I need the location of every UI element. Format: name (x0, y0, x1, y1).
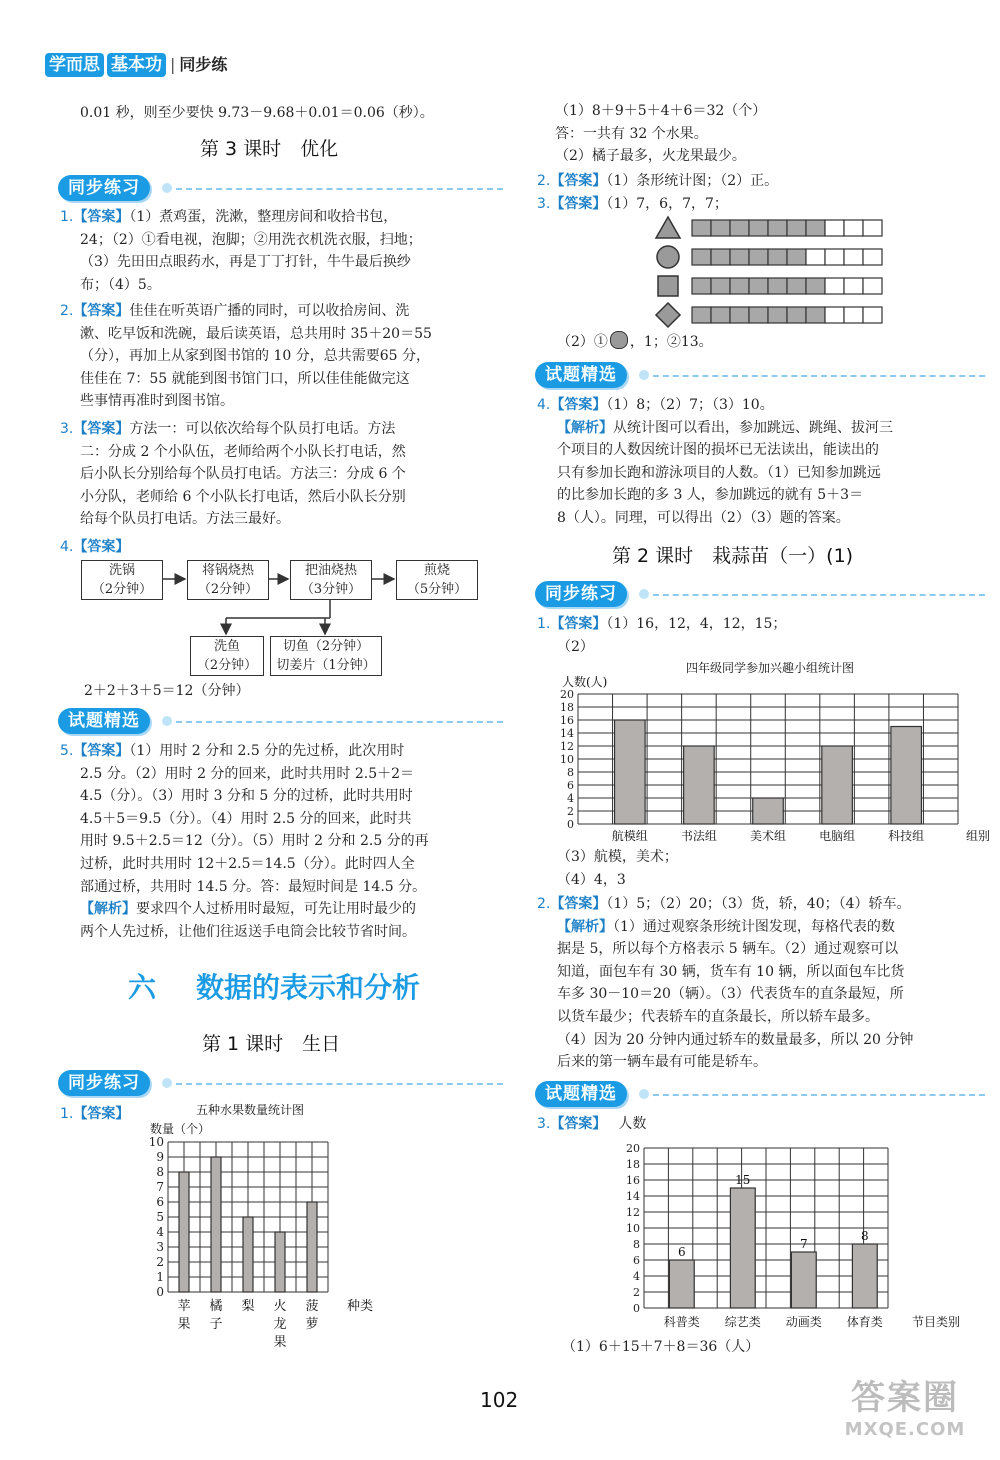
x-tick-label: 书法组 (680, 829, 717, 843)
interest-group-bar-chart (550, 658, 995, 844)
q5-line: 部通过桥，共用时 14.5 分。答：最短时间是 14.5 分。 (80, 878, 427, 895)
banner-select-1 (58, 708, 503, 734)
q5-num: 5. (60, 743, 74, 759)
y-tick-label: 8 (633, 1238, 640, 1251)
y-tick-label: 6 (633, 1254, 640, 1267)
grid-cell-filled (692, 307, 711, 323)
x-tick-label: 航模组 (611, 829, 648, 843)
grid-cell-empty (844, 249, 863, 265)
banner-dash (653, 375, 985, 377)
banner-select-3 (535, 1081, 985, 1107)
banner-select-2 (535, 362, 985, 388)
banner-dash (653, 1094, 985, 1096)
q6-tag: 【答案】 (73, 1106, 130, 1122)
s1-after-line: （3）航模，美术； (557, 849, 678, 865)
q5-line: 用时 9.5＋2.5＝12（分）。（5）用时 2 分和 2.5 分的再 (80, 833, 429, 850)
r4-line: 从统计图可以看出，参加跳远、跳绳、拔河三 (613, 419, 893, 436)
grid-cell-filled (749, 249, 768, 265)
grid-cell-filled (730, 220, 749, 236)
x-tick-label: 橘 (209, 1299, 223, 1314)
x-tick-label: 综艺类 (724, 1315, 761, 1329)
x-axis-label: 种类 (346, 1299, 374, 1314)
s2-line: （4）因为 20 分钟内通过轿车的数量最多，所以 20 分钟 (557, 1031, 914, 1048)
banner-label: 试题精选 (58, 708, 150, 734)
flow-box-cut: 切鱼（2分钟） 切姜片（1分钟） (270, 636, 382, 676)
grid-cell-filled (711, 307, 730, 323)
x-tick-label: 火 (273, 1299, 287, 1314)
s3-label (537, 1113, 646, 1136)
data-label: 7 (799, 1237, 808, 1251)
x-tick-label: 科技组 (888, 829, 925, 843)
y-tick-label: 8 (156, 1165, 164, 1179)
q5-analysis-line: 两个人先过桥，让他们往返送手电筒会比较节省时间。 (80, 923, 416, 940)
banner-label: 同步练习 (535, 581, 627, 607)
grid-cell-empty (825, 220, 844, 236)
banner-sync-2 (58, 1070, 503, 1096)
y-tick-label: 20 (560, 688, 574, 701)
grid-cell-empty (863, 249, 882, 265)
flow-arrows (0, 0, 500, 700)
s2-num: 2. (537, 896, 551, 912)
y-tick-label: 2 (156, 1255, 164, 1269)
s2-line: 知道，面包车有 30 辆，货车有 10 辆，所以面包车比货 (557, 963, 905, 980)
r4-analysis-tag: 【解析】 (557, 419, 613, 436)
r4-line: 的比参加长跑的多 3 人，参加跳远的就有 5＋3＝ (557, 487, 864, 504)
q5-line: （1）用时 2 分和 2.5 分的先过桥，此次用时 (129, 743, 405, 759)
logo-tongbulian: 同步练 (179, 55, 228, 74)
s1-after (557, 846, 678, 891)
banner-label: 同步练习 (58, 175, 150, 201)
x-tick-label: 美术组 (749, 829, 787, 843)
grid-cell-filled (692, 249, 711, 265)
flow-box-wash-pot: 洗锅 （2分钟） (81, 560, 163, 600)
lesson2-title: 第 2 课时 栽蒜苗（一）(1) (612, 545, 854, 567)
q1-line: 24；（2）①看电视，泡脚；②用洗衣机洗衣服，扫地； (80, 231, 422, 248)
q5-line: 4.5＋5＝9.5（分）。（4）用时 2.5 分的回来，此时共 (80, 810, 412, 827)
flow-total: 2＋2＋3＋5＝12（分钟） (84, 683, 250, 699)
triangle-icon (656, 217, 680, 238)
grid-cell-filled (711, 278, 730, 294)
bar (243, 1217, 253, 1292)
r3-tag: 【答案】 (550, 196, 607, 212)
lesson3-title: 第 3 课时 优化 (200, 138, 339, 160)
q5-line: 过桥，此时共用时 12＋2.5＝14.5（分）。此时四人全 (80, 855, 415, 872)
x-tick-label: 梨 (241, 1299, 255, 1314)
s2-text: （1）5；（2）20；（3）货，轿，40；（4）轿车。 (606, 896, 911, 912)
grid-cell-empty (844, 307, 863, 323)
x-tick-label: 果 (177, 1317, 191, 1332)
grid-cell-empty (863, 307, 882, 323)
grid-cell-filled (749, 307, 768, 323)
s1-num: 1. (537, 616, 551, 632)
r3-num: 3. (537, 196, 551, 212)
y-tick-label: 7 (156, 1180, 164, 1194)
q5-line: 4.5（分）。（3）用时 3 分和 5 分的过桥，此时共用时 (80, 788, 413, 805)
r2-tag: 【答案】 (550, 173, 607, 189)
x-tick-label: 果 (273, 1335, 287, 1350)
s2-analysis-tag: 【解析】 (557, 918, 613, 935)
banner-label: 试题精选 (535, 362, 627, 388)
data-label: 6 (677, 1245, 686, 1259)
s1-after-line: （4）4，3 (557, 871, 626, 888)
y-tick-label: 12 (626, 1206, 640, 1219)
s1-sub: （2） (557, 638, 594, 655)
y-tick-label: 0 (156, 1285, 164, 1299)
chart-title: 五种水果数量统计图 (195, 1103, 305, 1117)
s3-num: 3. (537, 1116, 551, 1132)
q2-line: （分），再加上从家到图书馆的 10 分，总共需要65 分， (80, 348, 430, 365)
logo-sep: | (170, 55, 176, 74)
r3-after-text2: ，1；②13。 (629, 334, 713, 350)
bar (822, 746, 853, 824)
bar (791, 1252, 816, 1308)
banner-dash (653, 594, 985, 596)
grid-cell-empty (806, 249, 825, 265)
q6-label (60, 1103, 129, 1126)
r4-tag: 【答案】 (550, 397, 607, 413)
grid-cell-empty (825, 249, 844, 265)
y-tick-label: 14 (560, 727, 574, 740)
s2-line: 车多 30－10＝20（辆）。（3）代表货车的直条最短，所 (557, 986, 904, 1003)
bar (753, 798, 784, 824)
s2-line: 后来的第一辆车最有可能是轿车。 (557, 1054, 767, 1071)
q3-line: 后小队长分别给每个队员打电话。方法三：分成 6 个 (80, 466, 406, 483)
s1-tag: 【答案】 (550, 616, 607, 632)
grid-cell-filled (730, 249, 749, 265)
bar (211, 1157, 221, 1292)
q5-analysis-tag: 【解析】 (80, 901, 136, 918)
q1-num: 1. (60, 209, 74, 225)
r3-text: （1）7，6，7，7； (606, 196, 728, 212)
grid-cell-filled (806, 278, 825, 294)
right-top-line: 答：一共有 32 个水果。 (555, 125, 708, 142)
grid-cell-empty (863, 220, 882, 236)
x-axis-label: 节目类别 (911, 1315, 961, 1329)
data-label: 15 (735, 1173, 751, 1187)
y-tick-label: 10 (560, 753, 574, 766)
circle-icon (657, 246, 679, 268)
r4-line: 个项目的人数因统计图的损坏已无法读出，能读出的 (557, 442, 879, 459)
r4-block (537, 394, 893, 530)
q6-num: 1. (60, 1106, 74, 1122)
q2-num: 2. (60, 303, 74, 319)
watermark (820, 1370, 990, 1440)
y-tick-label: 20 (626, 1142, 640, 1155)
bar (669, 1260, 694, 1308)
x-tick-label: 龙 (273, 1317, 287, 1332)
x-tick-label: 体育类 (846, 1315, 883, 1329)
page-number: 102 (480, 1388, 519, 1412)
circle-icon (610, 331, 628, 349)
s2-line: 据是 5，所以每个方格表示 5 辆车。（2）通过观察可以 (557, 941, 899, 958)
s1-block (537, 613, 786, 658)
banner-dash (176, 721, 503, 723)
q4-num: 4. (60, 539, 74, 555)
q4-tag: 【答案】 (73, 539, 130, 555)
r4-text: （1）8；（2）7；（3）10。 (606, 397, 774, 413)
right-top-line: （1）8＋9＋5＋4＋6＝32（个） (555, 103, 767, 119)
q5-analysis-line: 要求四个人过桥用时最短，可先让用时最少的 (136, 901, 416, 918)
grid-cell-filled (711, 249, 730, 265)
y-tick-label: 2 (567, 805, 574, 818)
q3-num: 3. (60, 421, 74, 437)
r2-text: （1）条形统计图；（2）正。 (606, 173, 779, 189)
y-axis-label: 数量（个） (150, 1122, 211, 1136)
x-tick-label: 电脑组 (819, 829, 856, 843)
r2-num: 2. (537, 173, 551, 189)
q3-line: 方法一：可以依次给每个队员打电话。方法 (129, 421, 396, 437)
x-tick-label: 菠 (305, 1299, 319, 1314)
bar (275, 1232, 285, 1292)
flow-box-heat-pot: 将锅烧热 （2分钟） (187, 560, 269, 600)
grid-cell-filled (692, 278, 711, 294)
y-tick-label: 18 (560, 701, 574, 714)
banner-sync-3 (535, 581, 985, 607)
bar (852, 1244, 877, 1308)
grid-cell-empty (825, 307, 844, 323)
grid-cell-filled (787, 249, 806, 265)
logo-xueersi: 学而思 (45, 53, 104, 77)
y-tick-label: 4 (156, 1225, 164, 1239)
q1-line: （1）煮鸡蛋，洗漱，整理房间和收拾书包， (129, 209, 398, 225)
bar (891, 727, 922, 825)
chart-title: 四年级同学参加兴趣小组统计图 (685, 661, 855, 675)
s2-line: （1）通过观察条形统计图发现，每格代表的数 (613, 918, 895, 935)
grid-cell-filled (730, 307, 749, 323)
y-tick-label: 1 (156, 1270, 164, 1284)
y-tick-label: 16 (626, 1174, 640, 1187)
r4-line: 8（人）。同理，可以得出（2）（3）题的答案。 (557, 509, 850, 526)
grid-cell-filled (806, 307, 825, 323)
x-axis-label: 组别 (965, 829, 991, 843)
y-tick-label: 3 (156, 1240, 164, 1254)
q3-line: 小分队，老师给 6 个小队长打电话，然后小队长分别 (80, 488, 406, 505)
r4-num: 4. (537, 397, 551, 413)
q3-tag: 【答案】 (73, 421, 130, 437)
s3-ylabel: 人数 (618, 1116, 647, 1132)
y-tick-label: 9 (156, 1150, 164, 1164)
banner-dot (639, 1089, 649, 1099)
q2-line: 漱、吃早饭和洗碗，最后读英语，总共用时 35＋20＝55 (80, 325, 432, 342)
grid-cell-filled (711, 220, 730, 236)
bar (307, 1202, 317, 1292)
grid-cell-filled (768, 307, 787, 323)
lesson1-title: 第 1 课时 生日 (202, 1033, 341, 1055)
q2-line: 佳佳在 7：55 就能到图书馆门口，所以佳佳能做完这 (80, 370, 410, 387)
y-tick-label: 4 (633, 1270, 640, 1283)
x-tick-label: 科普类 (663, 1315, 700, 1329)
s2-tag: 【答案】 (550, 896, 607, 912)
x-tick-label: 子 (209, 1317, 223, 1332)
banner-dash (176, 1083, 503, 1085)
y-tick-label: 5 (156, 1210, 164, 1224)
unit-number: 六 (128, 971, 157, 1004)
r4-line: 只有参加长跑和游泳项目的人数。（1）已知参加跳远 (557, 464, 881, 481)
flow-box-fry: 煎烧 （5分钟） (396, 560, 478, 600)
q2-tag: 【答案】 (73, 303, 130, 319)
watermark-url: MXQE.COM (844, 1419, 966, 1440)
fruit-bar-chart (130, 1100, 390, 1360)
x-tick-label: 苹 (177, 1299, 191, 1314)
y-tick-label: 16 (560, 714, 574, 727)
q5-block (60, 740, 429, 943)
y-tick-label: 6 (156, 1195, 164, 1209)
grid-cell-filled (749, 220, 768, 236)
s1-text: （1）16，12，4，12，15； (606, 616, 787, 632)
s3-tag: 【答案】 (550, 1116, 607, 1132)
y-tick-label: 6 (567, 779, 574, 792)
bar (179, 1172, 189, 1292)
y-tick-label: 10 (148, 1135, 164, 1149)
x-tick-label: 萝 (305, 1317, 319, 1332)
r3-after-text: （2）① (557, 334, 608, 350)
q5-line: 2.5 分。（2）用时 2 分的回来，此时共用时 2.5＋2＝ (80, 765, 415, 782)
grid-cell-filled (806, 220, 825, 236)
x-tick-label: 动画类 (785, 1315, 822, 1329)
q1-tag: 【答案】 (73, 209, 130, 225)
unit-heading (128, 966, 420, 1006)
s2-block (537, 893, 913, 1074)
grid-cell-empty (825, 278, 844, 294)
program-bar-chart (610, 1136, 980, 1336)
y-tick-label: 2 (633, 1286, 640, 1299)
grid-cell-filled (787, 220, 806, 236)
grid-cell-filled (787, 278, 806, 294)
q1-line: 布；（4）5。 (80, 276, 161, 293)
right-top-line: （2）橘子最多，火龙果最少。 (555, 148, 746, 165)
r2-line (537, 170, 778, 193)
r3-after (557, 331, 713, 354)
y-tick-label: 0 (633, 1302, 640, 1315)
banner-label: 试题精选 (535, 1081, 627, 1107)
grid-cell-empty (863, 278, 882, 294)
grid-cell-filled (692, 220, 711, 236)
flow-box-heat-oil: 把油烧热 （3分钟） (290, 560, 372, 600)
y-tick-label: 4 (567, 792, 574, 805)
q2-line: 些事情再准时到图书馆。 (80, 393, 234, 410)
flow-box-wash-fish: 洗鱼 （2分钟） (190, 636, 264, 676)
q2-line: 佳佳在听英语广播的同时，可以收拾房间、洗 (129, 303, 410, 319)
y-tick-label: 18 (626, 1158, 640, 1171)
r3-line (537, 193, 728, 216)
y-tick-label: 8 (567, 766, 574, 779)
grid-cell-filled (749, 278, 768, 294)
banner-dot (639, 370, 649, 380)
banner-label: 同步练习 (58, 1070, 150, 1096)
banner-dot (162, 1078, 172, 1088)
grid-cell-filled (768, 249, 787, 265)
y-tick-label: 0 (567, 818, 574, 831)
unit-title: 数据的表示和分析 (196, 971, 421, 1004)
q3-line: 给每个队员打电话。方法三最好。 (80, 511, 290, 528)
q3-line: 二：分成 2 个小队伍，老师给两个小队长打电话，然 (80, 443, 406, 460)
bar (684, 746, 715, 824)
banner-dot (162, 716, 172, 726)
right-top-block (555, 100, 766, 168)
bar (730, 1188, 755, 1308)
q1-line: （3）先田田点眼药水，再是丁丁打针，牛牛最后换纱 (80, 254, 411, 271)
intro-line: 0.01 秒，则至少要快 9.73－9.68＋0.01＝0.06（秒）。 (80, 105, 434, 121)
grid-cell-empty (844, 220, 863, 236)
diamond-icon (656, 303, 680, 327)
grid-cell-filled (768, 220, 787, 236)
logo-jibengong: 基本功 (107, 53, 166, 77)
y-tick-label: 12 (560, 740, 574, 753)
grid-cell-empty (844, 278, 863, 294)
y-tick-label: 10 (626, 1222, 640, 1235)
s2-line: 以货车最少；代表轿车的直条最长，所以轿车最多。 (557, 1008, 879, 1025)
grid-cell-filled (768, 278, 787, 294)
shape-grid-chart (650, 214, 890, 332)
y-axis-label: 人数(人) (562, 675, 608, 689)
y-tick-label: 14 (626, 1190, 640, 1203)
s3-total: （1）6＋15＋7＋8＝36（人） (562, 1339, 760, 1355)
grid-cell-filled (730, 278, 749, 294)
square-icon (658, 276, 678, 296)
grid-cell-filled (787, 307, 806, 323)
bar (615, 720, 646, 824)
banner-dot (639, 589, 649, 599)
q5-tag: 【答案】 (73, 743, 130, 759)
data-label: 8 (860, 1229, 869, 1243)
watermark-text: 答案圈 (851, 1378, 959, 1418)
